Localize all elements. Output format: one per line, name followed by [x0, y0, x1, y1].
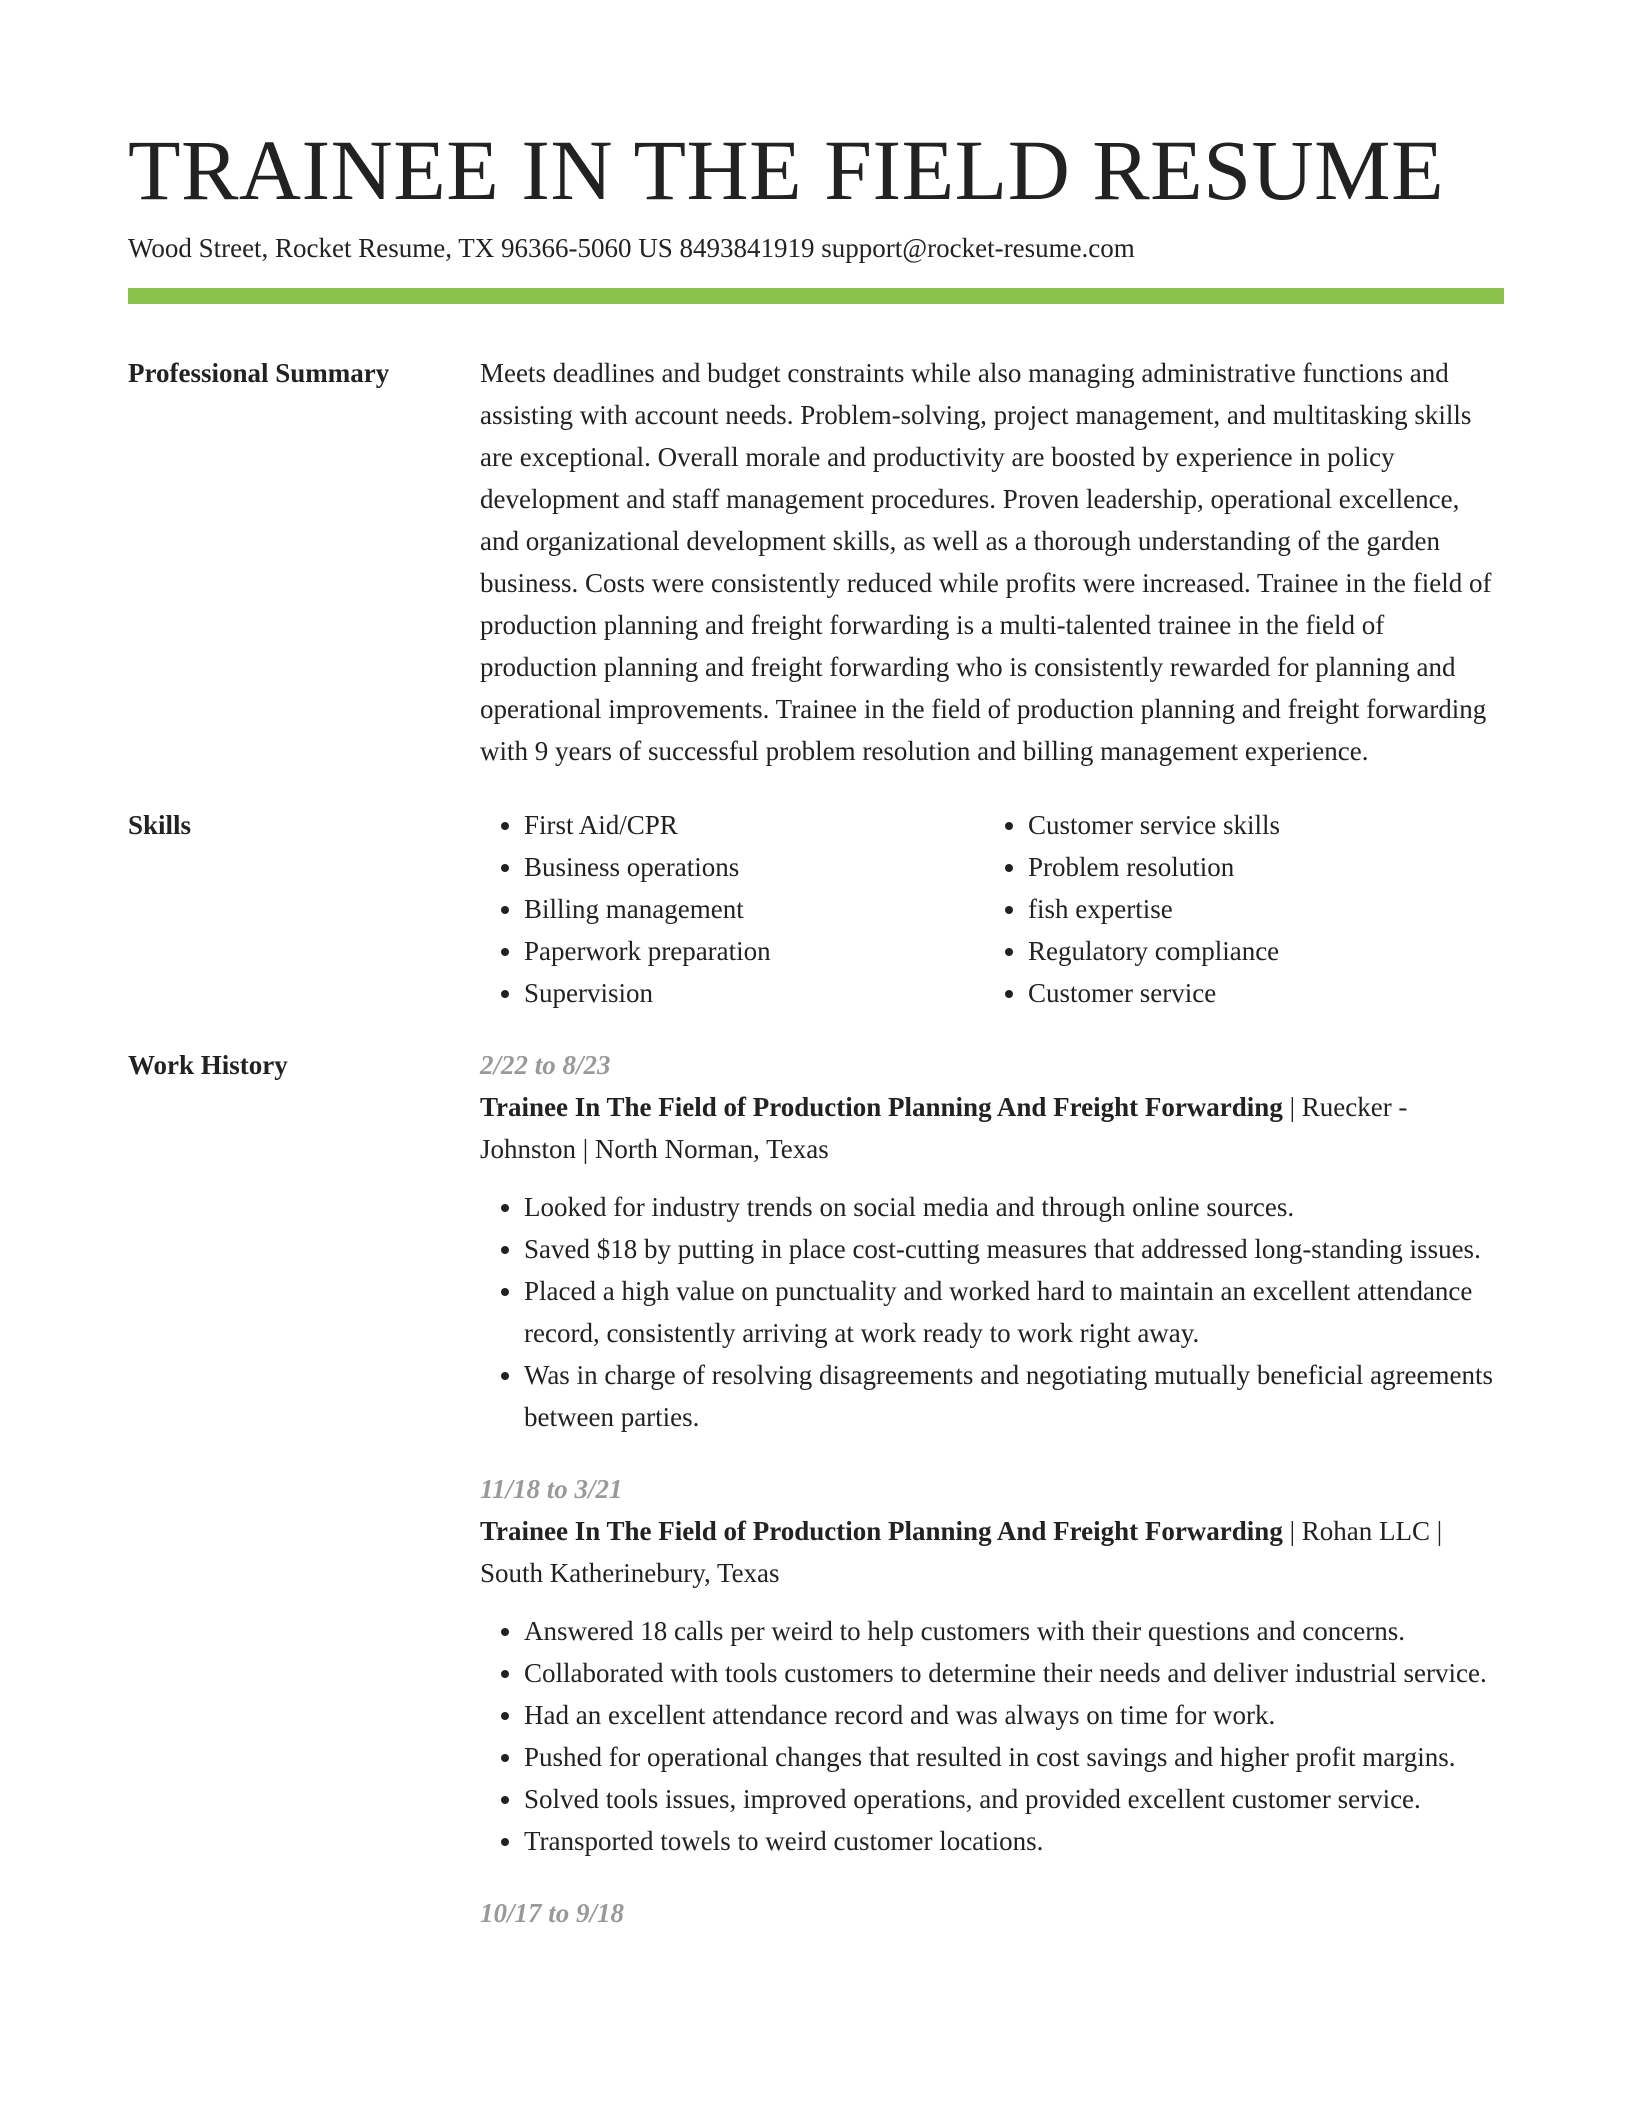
job-bullet-list [480, 1610, 1504, 1862]
job-dates: 11/18 to 3/21 [480, 1474, 623, 1504]
job-dates: 10/17 to 9/18 [480, 1898, 625, 1928]
skill-item: • First Aid/CPR [524, 804, 984, 846]
job-title: Trainee In The Field of Production Planning And Freight Forwarding [480, 1092, 1283, 1122]
skill-item: • Problem resolution [1028, 846, 1488, 888]
job-dates: 2/22 to 8/23 [480, 1050, 611, 1080]
job-bullet: • Answered 18 calls per weird to help customers with their questions and concerns. [524, 1610, 1504, 1652]
job-header [480, 1510, 1504, 1594]
work-history-section [128, 1044, 1504, 1964]
skills-grid [480, 804, 1504, 1014]
job-bullet: • Solved tools issues, improved operations, and provided excellent customer service. [524, 1778, 1504, 1820]
skill-item: • Billing management [524, 888, 984, 930]
accent-divider [128, 288, 1504, 304]
job-bullet: • Placed a high value on punctuality and worked hard to maintain an excellent attendance record, consistently arriving at work ready to work right away. [524, 1270, 1504, 1354]
job-title: Trainee In The Field of Production Planning And Freight Forwarding [480, 1516, 1283, 1546]
job-bullet: • Transported towels to weird customer locations. [524, 1820, 1504, 1862]
skills-section [128, 804, 1504, 1014]
skill-item: • Supervision [524, 972, 984, 1014]
job-entry [480, 1044, 1504, 1438]
job-header [480, 1086, 1504, 1170]
skill-item: • Customer service skills [1028, 804, 1488, 846]
job-company-location: | Ruecker - Johnston | North Norman, Texas [480, 1092, 1408, 1164]
job-bullet-list [480, 1186, 1504, 1438]
job-bullet: • Collaborated with tools customers to determine their needs and deliver industrial service. [524, 1652, 1504, 1694]
section-label-summary: Professional Summary [128, 358, 390, 388]
skill-item: • fish expertise [1028, 888, 1488, 930]
job-bullet: • Was in charge of resolving disagreements and negotiating mutually beneficial agreements between parties. [524, 1354, 1504, 1438]
job-company-location: | Rohan LLC | South Katherinebury, Texas [480, 1516, 1443, 1588]
job-entry [480, 1468, 1504, 1862]
summary-text: Meets deadlines and budget constraints while also managing administrative functions and assisting with account needs. Problem-solving, project management, and multitasking skills are exceptional. Overall morale and productivity are boosted by experience in policy development and staff management procedures. Proven leadership, operational excellence, and organizational development skills, as well as a thorough understanding of the garden business. Costs were consistently reduced while profits were increased. Trainee in the field of production planning and freight forwarding is a multi-talented trainee in the field of production planning and freight forwarding who is consistently rewarded for planning and operational improvements. Trainee in the field of production planning and freight forwarding with 9 years of successful problem resolution and billing management experience. [480, 358, 1492, 766]
job-bullet: • Looked for industry trends on social media and through online sources. [524, 1186, 1504, 1228]
skill-item: • Regulatory compliance [1028, 930, 1488, 972]
resume-title: TRAINEE IN THE FIELD RESUME [128, 122, 1445, 218]
job-bullet: • Had an excellent attendance record and was always on time for work. [524, 1694, 1504, 1736]
job-entry [480, 1892, 1504, 1934]
skill-item: • Paperwork preparation [524, 930, 984, 972]
skill-item: • Customer service [1028, 972, 1488, 1014]
skills-body [480, 804, 1504, 1014]
section-label-work-history: Work History [128, 1050, 288, 1080]
section-label-skills: Skills [128, 810, 192, 840]
resume-page [128, 0, 1504, 1964]
skill-item: • Business operations [524, 846, 984, 888]
professional-summary-section [128, 352, 1504, 772]
contact-line: Wood Street, Rocket Resume, TX 96366-5060 US 8493841919 support@rocket-resume.com [128, 233, 1135, 263]
skills-column-left [480, 804, 984, 1014]
skills-column-right [984, 804, 1488, 1014]
job-bullet: • Saved $18 by putting in place cost-cutting measures that addressed long-standing issues. [524, 1228, 1504, 1270]
job-bullet: • Pushed for operational changes that resulted in cost savings and higher profit margins. [524, 1736, 1504, 1778]
work-history-body [480, 1044, 1504, 1964]
